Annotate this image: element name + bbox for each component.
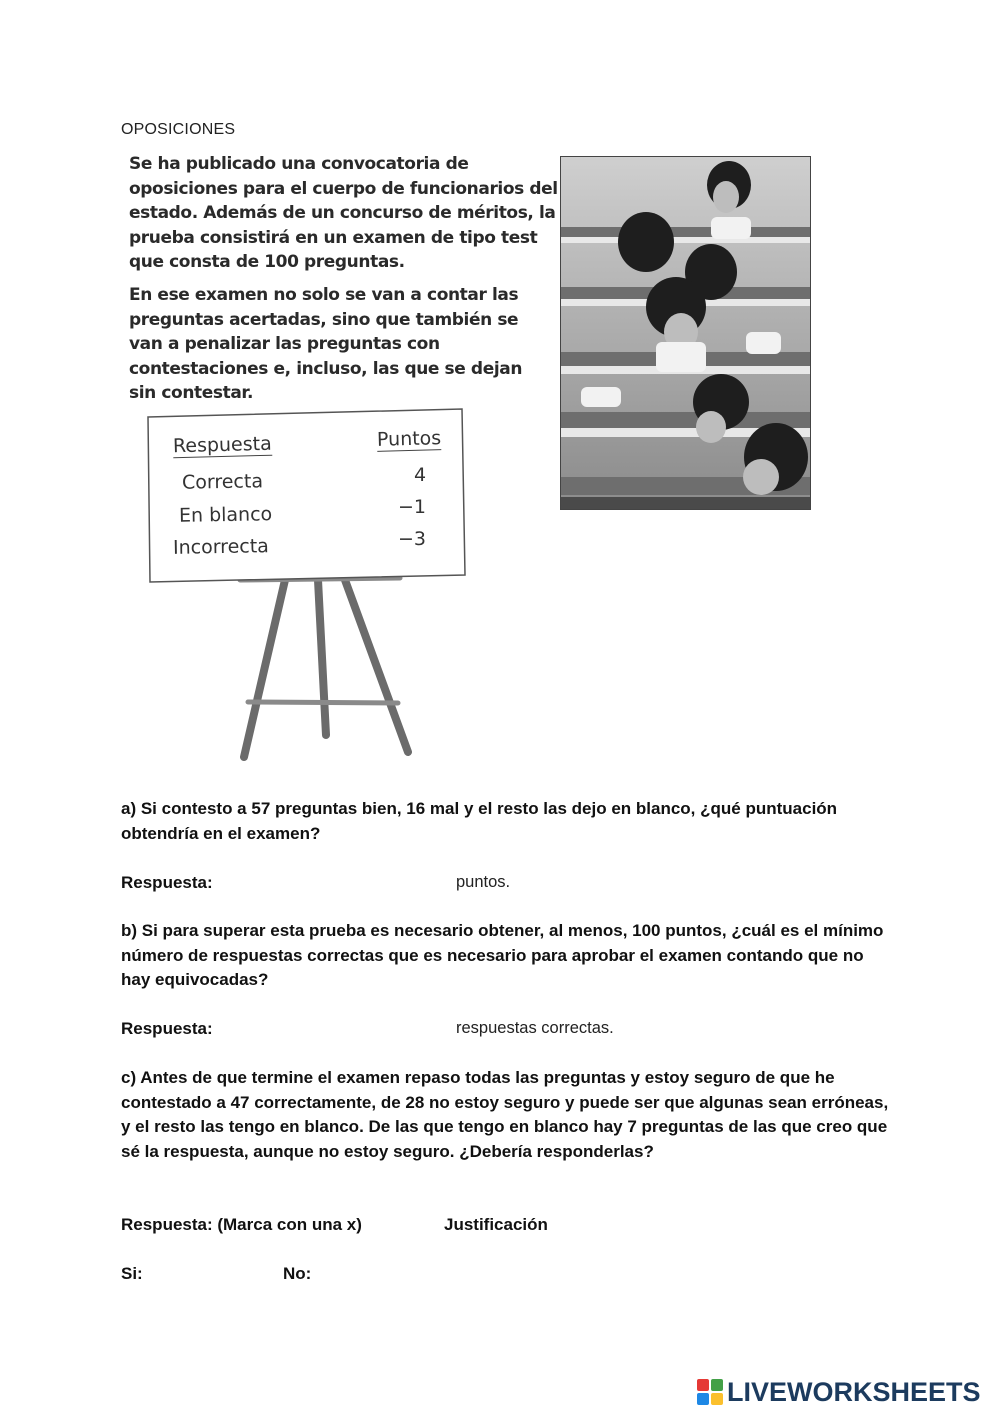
justification-label: Justificación	[444, 1215, 548, 1234]
intro-paragraph-1: Se ha publicado una convocatoria de oposiciones para el cuerpo de funcionarios del estado. Además de un concurso de méritos, la prueba consistirá en un examen de tipo test que consta de 100 preguntas.	[129, 154, 558, 272]
brand-text: LIVEWORKSHEETS	[727, 1376, 981, 1407]
board-row-correcta-points: 4	[414, 464, 427, 486]
board-header-puntos: Puntos	[376, 427, 442, 451]
liveworksheets-brand	[697, 1376, 981, 1408]
option-no-label: No:	[283, 1264, 312, 1283]
board-row-blanco-label: En blanco	[178, 503, 273, 527]
answer-c-label: Respuesta: (Marca con una x)	[121, 1215, 362, 1234]
option-si-label: Si:	[121, 1264, 143, 1283]
worksheet-title: OPOSICIONES	[121, 121, 236, 138]
question-c: c) Antes de que termine el examen repaso todas las preguntas y estoy seguro de que he contestado a 47 correctamente, de 28 no estoy seguro y puede ser que algunas sean erróneas, y el resto las tengo en blanco. De las que tengo en blanco hay 7 preguntas de las que creo que sé la respuesta, aunque no estoy seguro. ¿Debería responderlas?	[121, 1068, 889, 1161]
logo-square-1	[697, 1379, 709, 1391]
answer-b-label: Respuesta:	[121, 1019, 213, 1038]
question-a: a) Si contesto a 57 preguntas bien, 16 mal y el resto las dejo en blanco, ¿qué puntuación obtendría en el examen?	[121, 799, 838, 843]
answer-a-unit: puntos.	[456, 873, 511, 891]
liveworksheets-logo-icon	[697, 1379, 723, 1405]
board-row-correcta-label: Correcta	[181, 470, 264, 494]
logo-square-3	[697, 1393, 709, 1405]
exam-students-photo	[560, 156, 811, 510]
answer-a-label: Respuesta:	[121, 873, 213, 892]
board-row-blanco-points: −1	[398, 496, 427, 518]
question-b: b) Si para superar esta prueba es necesario obtener, al menos, 100 puntos, ¿cuál es el mínimo número de respuestas correctas que es necesario para aprobar el examen contando que no hay equivocadas?	[121, 921, 884, 989]
board-row-incorrecta-label: Incorrecta	[172, 535, 270, 559]
board-header-respuesta: Respuesta	[172, 432, 272, 458]
points-board-easel	[140, 405, 480, 765]
answer-b-unit: respuestas correctas.	[456, 1019, 614, 1037]
intro-paragraph-2: En ese examen no solo se van a contar las preguntas acertadas, sino que también se van a penalizar las preguntas con contestaciones e, incluso, las que se dejan sin contestar.	[129, 285, 523, 403]
logo-square-4	[711, 1393, 723, 1405]
board-row-incorrecta-points: −3	[398, 528, 427, 550]
logo-square-2	[711, 1379, 723, 1391]
